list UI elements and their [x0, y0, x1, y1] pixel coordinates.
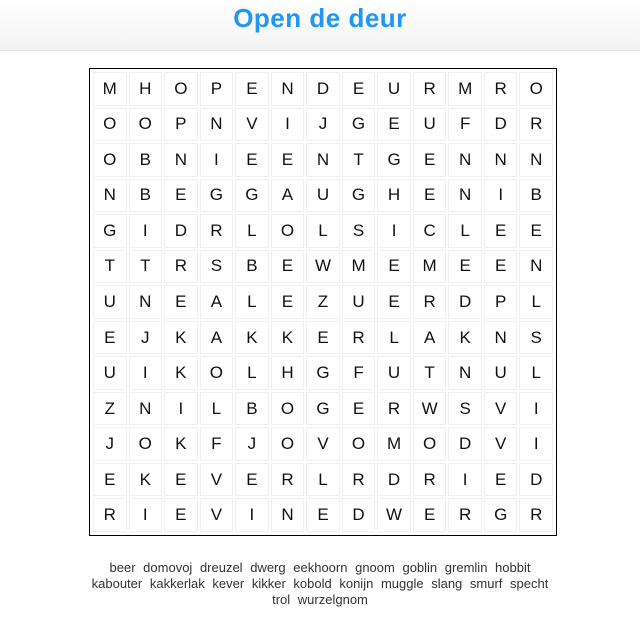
grid-cell[interactable]: U — [377, 356, 411, 390]
grid-cell[interactable]: O — [271, 427, 305, 461]
grid-cell[interactable]: O — [342, 427, 376, 461]
grid-cell[interactable]: E — [484, 214, 518, 248]
grid-cell[interactable]: I — [519, 427, 553, 461]
grid-cell[interactable]: S — [200, 250, 234, 284]
grid-cell[interactable]: M — [93, 72, 127, 106]
grid-cell[interactable]: R — [342, 463, 376, 497]
grid-cell[interactable]: E — [235, 143, 269, 177]
grid-cell[interactable]: N — [519, 250, 553, 284]
grid-cell[interactable]: I — [200, 143, 234, 177]
grid-cell[interactable]: U — [377, 72, 411, 106]
grid-cell[interactable]: U — [93, 356, 127, 390]
grid-cell[interactable]: U — [342, 285, 376, 319]
grid-cell[interactable]: G — [93, 214, 127, 248]
grid-cell[interactable]: T — [413, 356, 447, 390]
grid-cell[interactable]: L — [235, 214, 269, 248]
grid-cell[interactable]: V — [200, 498, 234, 532]
grid-cell[interactable]: K — [235, 321, 269, 355]
grid-cell[interactable]: R — [200, 214, 234, 248]
grid-cell[interactable]: G — [306, 392, 340, 426]
grid-cell[interactable]: E — [342, 392, 376, 426]
grid-cell[interactable]: N — [200, 108, 234, 142]
grid-cell[interactable]: J — [93, 427, 127, 461]
grid-cell[interactable]: E — [519, 214, 553, 248]
grid-cell[interactable]: O — [129, 427, 163, 461]
grid-cell[interactable]: I — [484, 179, 518, 213]
grid-cell[interactable]: A — [200, 321, 234, 355]
grid-cell[interactable]: I — [129, 498, 163, 532]
word-list-item: beer — [109, 560, 136, 575]
grid-cell[interactable]: P — [200, 72, 234, 106]
grid-cell[interactable]: K — [164, 321, 198, 355]
word-list-item: hobbit — [495, 560, 531, 575]
word-list-item: goblin — [402, 560, 438, 575]
grid-cell[interactable]: R — [271, 463, 305, 497]
grid-cell[interactable]: A — [200, 285, 234, 319]
grid-cell[interactable]: E — [164, 498, 198, 532]
grid-cell[interactable]: I — [129, 214, 163, 248]
grid-cell[interactable]: R — [93, 498, 127, 532]
grid-cell[interactable]: N — [164, 143, 198, 177]
grid-cell[interactable]: D — [342, 498, 376, 532]
grid-cell[interactable]: B — [235, 392, 269, 426]
grid-cell[interactable]: E — [377, 285, 411, 319]
word-list-item: smurf — [469, 576, 503, 591]
grid-cell[interactable]: N — [448, 143, 482, 177]
grid-cell[interactable]: F — [342, 356, 376, 390]
grid-cell[interactable]: M — [413, 250, 447, 284]
grid-cell[interactable]: A — [413, 321, 447, 355]
grid-cell[interactable]: K — [271, 321, 305, 355]
grid-cell[interactable]: N — [484, 143, 518, 177]
grid-cell[interactable]: L — [306, 463, 340, 497]
grid-cell[interactable]: L — [235, 356, 269, 390]
grid-cell[interactable]: N — [271, 498, 305, 532]
grid-cell[interactable]: G — [342, 108, 376, 142]
word-list-item: kever — [212, 576, 245, 591]
grid-cell[interactable]: O — [413, 427, 447, 461]
grid-cell[interactable]: I — [377, 214, 411, 248]
grid-cell[interactable]: M — [377, 427, 411, 461]
grid-cell[interactable]: I — [271, 108, 305, 142]
grid-cell[interactable]: I — [129, 356, 163, 390]
grid-cell[interactable]: D — [164, 214, 198, 248]
grid-cell[interactable]: L — [448, 214, 482, 248]
grid-cell[interactable]: E — [164, 179, 198, 213]
grid-cell[interactable]: N — [484, 321, 518, 355]
grid-cell[interactable]: E — [235, 463, 269, 497]
grid-cell[interactable]: N — [306, 143, 340, 177]
grid-cell[interactable]: B — [519, 179, 553, 213]
grid-cell[interactable]: U — [484, 356, 518, 390]
grid-cell[interactable]: N — [448, 179, 482, 213]
grid-cell[interactable]: L — [306, 214, 340, 248]
grid-cell[interactable]: H — [271, 356, 305, 390]
word-list-item: muggle — [380, 576, 424, 591]
grid-cell[interactable]: D — [519, 463, 553, 497]
grid-cell[interactable]: E — [271, 250, 305, 284]
grid-cell[interactable]: B — [129, 179, 163, 213]
grid-cell[interactable]: N — [271, 72, 305, 106]
grid-cell[interactable]: G — [200, 179, 234, 213]
grid-cell[interactable]: R — [164, 250, 198, 284]
grid-cell[interactable]: O — [200, 356, 234, 390]
grid-cell[interactable]: N — [129, 285, 163, 319]
grid-cell[interactable]: W — [306, 250, 340, 284]
grid-cell[interactable]: E — [306, 321, 340, 355]
grid-cell[interactable]: O — [271, 392, 305, 426]
grid-cell[interactable]: V — [484, 392, 518, 426]
grid-cell[interactable]: E — [235, 72, 269, 106]
grid-cell[interactable]: T — [342, 143, 376, 177]
grid-cell[interactable]: J — [129, 321, 163, 355]
grid-cell[interactable]: S — [448, 392, 482, 426]
word-list-item: wurzelgnom — [297, 592, 368, 607]
grid-cell[interactable]: E — [377, 250, 411, 284]
grid-cell[interactable]: K — [129, 463, 163, 497]
grid-cell[interactable]: J — [306, 108, 340, 142]
grid-cell[interactable]: E — [93, 463, 127, 497]
grid-cell[interactable]: W — [377, 498, 411, 532]
page-title: Open de deur — [233, 3, 407, 33]
grid-cell[interactable]: E — [164, 285, 198, 319]
word-list-item: gnoom — [355, 560, 395, 575]
grid-cell[interactable]: Z — [306, 285, 340, 319]
grid-cell[interactable]: O — [271, 214, 305, 248]
grid-cell[interactable]: E — [342, 72, 376, 106]
grid-cell[interactable]: G — [484, 498, 518, 532]
word-list-item: kabouter — [91, 576, 143, 591]
grid-cell[interactable]: G — [342, 179, 376, 213]
word-list-item: gremlin — [444, 560, 488, 575]
grid-cell[interactable]: K — [164, 427, 198, 461]
grid-cell[interactable]: E — [484, 463, 518, 497]
grid-cell[interactable]: E — [413, 143, 447, 177]
grid-cell[interactable]: M — [342, 250, 376, 284]
grid-cell[interactable]: O — [93, 143, 127, 177]
grid-cell[interactable]: Z — [93, 392, 127, 426]
grid-cell[interactable]: E — [377, 108, 411, 142]
word-list — [80, 560, 560, 608]
grid-cell[interactable]: R — [448, 498, 482, 532]
grid-cell[interactable]: D — [484, 108, 518, 142]
grid-cell[interactable]: O — [93, 108, 127, 142]
grid-cell[interactable]: R — [413, 463, 447, 497]
grid-cell[interactable]: K — [448, 321, 482, 355]
grid-cell[interactable]: E — [413, 179, 447, 213]
grid-cell[interactable]: D — [377, 463, 411, 497]
word-list-item: domovoj — [143, 560, 193, 575]
header-bar — [0, 0, 640, 51]
grid-cell[interactable]: I — [519, 392, 553, 426]
grid-cell[interactable]: T — [129, 250, 163, 284]
grid-cell[interactable]: P — [484, 285, 518, 319]
word-list-item: dreuzel — [199, 560, 243, 575]
grid-cell[interactable]: U — [93, 285, 127, 319]
grid-cell[interactable]: E — [164, 463, 198, 497]
grid-cell[interactable]: M — [448, 72, 482, 106]
grid-cell[interactable]: E — [306, 498, 340, 532]
grid-cell[interactable]: D — [448, 285, 482, 319]
grid-cell[interactable]: F — [448, 108, 482, 142]
grid-cell[interactable]: B — [129, 143, 163, 177]
word-list-item: slang — [431, 576, 463, 591]
grid-cell[interactable]: E — [271, 143, 305, 177]
grid-cell[interactable]: E — [413, 498, 447, 532]
grid-cell[interactable]: U — [306, 179, 340, 213]
grid-cell[interactable]: P — [164, 108, 198, 142]
grid-cell[interactable]: G — [306, 356, 340, 390]
word-list-item: trol — [272, 592, 291, 607]
grid-cell[interactable]: R — [377, 392, 411, 426]
grid-cell[interactable]: J — [235, 427, 269, 461]
grid-cell[interactable]: V — [484, 427, 518, 461]
grid-cell[interactable]: R — [484, 72, 518, 106]
grid-cell[interactable]: R — [519, 498, 553, 532]
grid-cell[interactable]: N — [448, 356, 482, 390]
grid-cell[interactable]: O — [129, 108, 163, 142]
grid-cell[interactable]: G — [377, 143, 411, 177]
grid-cell[interactable]: U — [413, 108, 447, 142]
grid-cell[interactable]: R — [413, 285, 447, 319]
grid-cell[interactable]: E — [484, 250, 518, 284]
grid-cell[interactable]: N — [519, 143, 553, 177]
letter-grid — [89, 68, 557, 536]
grid-cell[interactable]: L — [235, 285, 269, 319]
grid-cell[interactable]: A — [271, 179, 305, 213]
grid-cell[interactable]: E — [93, 321, 127, 355]
grid-cell[interactable]: S — [519, 321, 553, 355]
grid-cell[interactable]: H — [129, 72, 163, 106]
word-list-item: eekhoorn — [293, 560, 348, 575]
word-list-item: specht — [510, 576, 549, 591]
word-list-item: kakkerlak — [149, 576, 205, 591]
grid-cell[interactable]: C — [413, 214, 447, 248]
grid-cell[interactable]: T — [93, 250, 127, 284]
grid-cell[interactable]: G — [235, 179, 269, 213]
grid-cell[interactable]: I — [164, 392, 198, 426]
grid-cell[interactable]: V — [200, 463, 234, 497]
grid-cell[interactable]: L — [377, 321, 411, 355]
grid-cell[interactable]: E — [448, 250, 482, 284]
grid-cell[interactable]: R — [413, 72, 447, 106]
grid-cell[interactable]: D — [448, 427, 482, 461]
word-list-item: dwerg — [250, 560, 286, 575]
word-list-item: konijn — [339, 576, 374, 591]
grid-cell[interactable]: R — [519, 108, 553, 142]
grid-cell[interactable]: O — [519, 72, 553, 106]
grid-cell[interactable]: N — [129, 392, 163, 426]
grid-cell[interactable]: F — [200, 427, 234, 461]
grid-cell[interactable]: E — [271, 285, 305, 319]
word-list-item: kikker — [251, 576, 286, 591]
grid-cell[interactable]: V — [306, 427, 340, 461]
grid-cell[interactable]: V — [235, 108, 269, 142]
grid-cell[interactable]: L — [519, 285, 553, 319]
grid-cell[interactable]: B — [235, 250, 269, 284]
grid-cell[interactable]: K — [164, 356, 198, 390]
grid-cell[interactable]: R — [342, 321, 376, 355]
word-list-item: kobold — [293, 576, 332, 591]
grid-cell[interactable]: D — [306, 72, 340, 106]
grid-cell[interactable]: N — [93, 179, 127, 213]
grid-cell[interactable]: W — [413, 392, 447, 426]
grid-cell[interactable]: S — [342, 214, 376, 248]
grid-cell[interactable]: I — [235, 498, 269, 532]
grid-cell[interactable]: O — [164, 72, 198, 106]
grid-cell[interactable]: I — [448, 463, 482, 497]
grid-cell[interactable]: L — [200, 392, 234, 426]
grid-cell[interactable]: L — [519, 356, 553, 390]
grid-cell[interactable]: H — [377, 179, 411, 213]
